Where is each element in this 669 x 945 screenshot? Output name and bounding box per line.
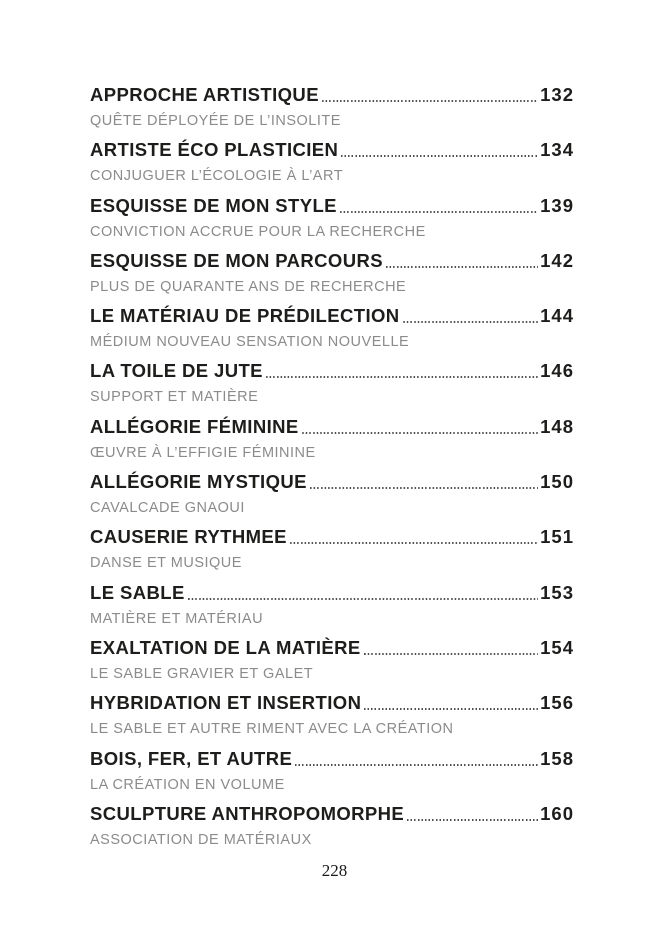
toc-entry-subtitle: LE SABLE ET AUTRE RIMENT AVEC LA CRÉATION (90, 721, 454, 738)
toc-entry (90, 139, 574, 194)
toc-entry-page-number: 151 (540, 526, 574, 548)
toc-entry (90, 305, 574, 360)
toc-entry (90, 360, 574, 415)
toc-entry-subtitle: CONJUGUER L’ÉCOLOGIE À L’ART (90, 168, 344, 185)
toc-entry-subtitle: CONVICTION ACCRUE POUR LA RECHERCHE (90, 223, 426, 240)
toc-entry (90, 748, 574, 803)
toc-entry-subtitle: LE SABLE GRAVIER ET GALET (90, 665, 314, 682)
toc-entry-subtitle: DANSE ET MUSIQUE (90, 555, 242, 572)
toc-entry-title: LE MATÉRIAU DE PRÉDILECTION (90, 305, 400, 327)
dotted-leader (407, 819, 538, 821)
toc-entry-page-number: 156 (540, 692, 574, 714)
toc-entry-page-number: 142 (540, 249, 574, 271)
dotted-leader (386, 266, 538, 268)
toc-entry-page-number: 144 (540, 305, 574, 327)
toc-entry-title: HYBRIDATION ET INSERTION (90, 692, 362, 714)
toc-entry-subtitle: LA CRÉATION EN VOLUME (90, 776, 285, 793)
toc-entry-title: ESQUISSE DE MON STYLE (90, 194, 337, 216)
toc-entry (90, 637, 574, 692)
dotted-leader (310, 487, 538, 489)
toc-entry (90, 692, 574, 747)
toc-entry (90, 582, 574, 637)
toc-entry (90, 416, 574, 471)
toc-entry-page-number: 153 (540, 581, 574, 603)
toc-entry-row (90, 803, 574, 825)
toc-entry-page-number: 160 (540, 802, 574, 824)
toc-entry-title: ARTISTE ÉCO PLASTICIEN (90, 139, 339, 161)
toc-entry (90, 471, 574, 526)
toc-entry-page-number: 148 (540, 415, 574, 437)
toc-entry-title: LA TOILE DE JUTE (90, 360, 263, 382)
dotted-leader (266, 376, 538, 378)
toc-entry-row (90, 416, 574, 438)
toc-entry-title: APPROCHE ARTISTIQUE (90, 84, 319, 105)
dotted-leader (302, 432, 538, 434)
dotted-leader (364, 653, 538, 655)
toc-entry (90, 250, 574, 305)
toc-entry-title: ALLÉGORIE FÉMININE (90, 415, 299, 437)
dotted-leader (290, 542, 538, 544)
dotted-leader (322, 100, 538, 102)
toc-entry-row (90, 692, 574, 714)
toc-entry-row (90, 195, 574, 217)
toc-entry-subtitle: CAVALCADE GNAOUI (90, 500, 245, 517)
toc-entry (90, 803, 574, 858)
dotted-leader (341, 155, 538, 157)
toc-entry-subtitle: ŒUVRE À L’EFFIGIE FÉMININE (90, 444, 316, 461)
toc-entry-page-number: 146 (540, 360, 574, 382)
toc-entry-row (90, 748, 574, 770)
toc-entry-title: ESQUISSE DE MON PARCOURS (90, 249, 383, 271)
toc-entry-page-number: 154 (540, 636, 574, 658)
toc-entry-page-number: 132 (540, 84, 574, 105)
toc-entry-subtitle: MÉDIUM NOUVEAU SENSATION NOUVELLE (90, 334, 410, 351)
toc-entry-row (90, 305, 574, 327)
toc-entry-page-number: 139 (540, 194, 574, 216)
toc-entry-title: ALLÉGORIE MYSTIQUE (90, 471, 307, 493)
toc-entry-row (90, 471, 574, 493)
toc-entry-row (90, 526, 574, 548)
toc-entry-subtitle: ASSOCIATION DE MATÉRIAUX (90, 831, 312, 848)
toc-entry (90, 526, 574, 581)
toc-entry-row (90, 84, 574, 106)
toc-entry-subtitle: MATIÈRE ET MATÉRIAU (90, 610, 264, 627)
toc-entry (90, 195, 574, 250)
dotted-leader (295, 764, 538, 766)
toc-entry-page-number: 134 (540, 139, 574, 161)
toc-entry-row (90, 637, 574, 659)
toc-entry-title: LE SABLE (90, 581, 185, 603)
toc-entry-row (90, 250, 574, 272)
toc-entry-page-number: 150 (540, 471, 574, 493)
dotted-leader (340, 211, 538, 213)
toc-entry-row (90, 582, 574, 604)
toc-entry-page-number: 158 (540, 747, 574, 769)
toc-entry-subtitle: SUPPORT ET MATIÈRE (90, 389, 259, 406)
table-of-contents (90, 84, 574, 858)
toc-entry-title: BOIS, FER, ET AUTRE (90, 747, 293, 769)
toc-entry-row (90, 360, 574, 382)
toc-entry-title: EXALTATION DE LA MATIÈRE (90, 636, 361, 658)
toc-entry-subtitle: PLUS DE QUARANTE ANS DE RECHERCHE (90, 278, 407, 295)
toc-entry-title: SCULPTURE ANTHROPOMORPHE (90, 802, 405, 824)
toc-entry (90, 84, 574, 139)
toc-entry-row (90, 139, 574, 161)
dotted-leader (188, 598, 538, 600)
toc-entry-subtitle: QUÊTE DÉPLOYÉE DE L’INSOLITE (90, 113, 341, 129)
toc-entry-title: CAUSERIE RYTHMEE (90, 526, 287, 548)
dotted-leader (403, 321, 539, 323)
dotted-leader (364, 708, 538, 710)
footer-page-number: 228 (321, 861, 348, 880)
